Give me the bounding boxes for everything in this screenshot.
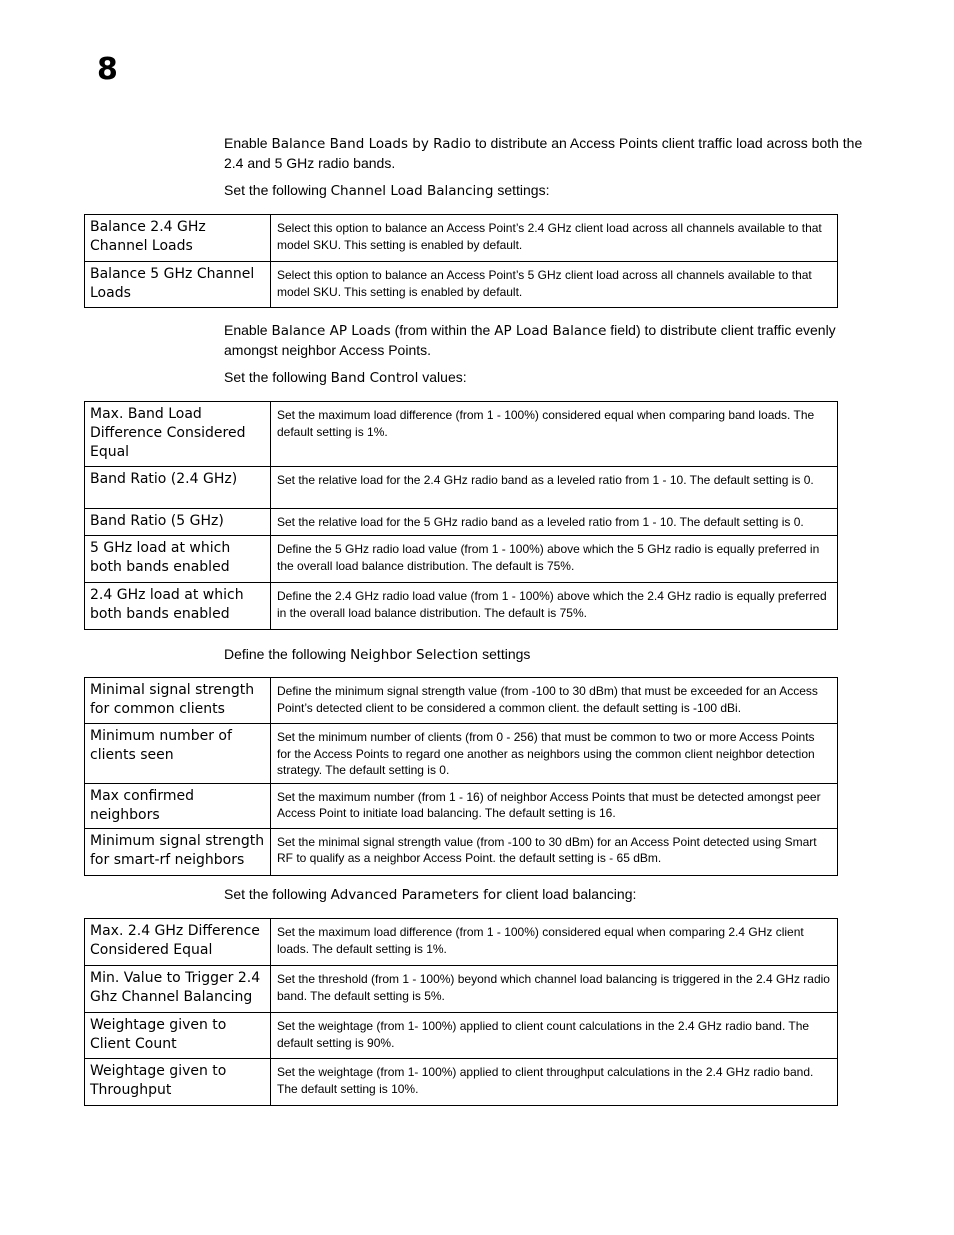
setting-description: Set the minimal signal strength value (from -100 to 30 dBm) for an Access Point detected using Smart RF to qualify as a neighbor Access Point. the default setting is - 65 dBm. <box>271 828 838 875</box>
ui-term: Balance AP Loads <box>271 323 391 339</box>
setting-label: 5 GHz load at which both bands enabled <box>85 536 271 583</box>
setting-description: Define the 2.4 GHz radio load value (from 1 - 100%) above which the 2.4 GHz radio is equally preferred in the overall load balance distribution. The default is 75%. <box>271 583 838 630</box>
text: Enable <box>224 135 272 151</box>
table-row <box>85 724 838 784</box>
table-row <box>85 402 838 467</box>
table-row <box>85 1013 838 1059</box>
setting-label: Weightage given to Throughput <box>85 1059 271 1106</box>
neighbor-selection-intro <box>224 645 872 665</box>
table-row <box>85 783 838 828</box>
band-control-intro <box>224 368 872 388</box>
text: settings: <box>493 182 550 198</box>
text: values: <box>418 369 467 385</box>
setting-description: Select this option to balance an Access Point’s 5 GHz client load across all channels available to that model SKU. This setting is enabled by default. <box>271 262 838 308</box>
setting-label: Minimum number of clients seen <box>85 724 271 784</box>
setting-description: Set the threshold (from 1 - 100%) beyond which channel load balancing is triggered in the 2.4 GHz radio band. The default setting is 5%. <box>271 966 838 1013</box>
setting-label: Band Ratio (2.4 GHz) <box>85 467 271 509</box>
table-row <box>85 828 838 875</box>
balance-band-loads-paragraph <box>224 134 872 173</box>
setting-description: Set the weightage (from 1- 100%) applied to client throughput calculations in the 2.4 GHz radio band. The default setting is 10%. <box>271 1059 838 1106</box>
table-row <box>85 509 838 536</box>
text: (from within the <box>390 322 495 338</box>
table-row <box>85 678 838 724</box>
setting-description: Set the maximum number (from 1 - 16) of neighbor Access Points that must be detected amongst peer Access Point to initiate load balancing. The default setting is 16. <box>271 783 838 828</box>
text: Define the following <box>224 646 351 662</box>
table-row <box>85 467 838 509</box>
table-row <box>85 583 838 630</box>
setting-description: Set the minimum number of clients (from 0 - 256) that must be common to two or more Access Points for the Access Points to regard one another as neighbors using the common client neighbor detection strategy. The default setting is 0. <box>271 724 838 784</box>
text: field) to distribute client traffic evenly amongst neighbor Access Points. <box>224 322 836 358</box>
setting-label: Weightage given to Client Count <box>85 1013 271 1059</box>
setting-label: 2.4 GHz load at which both bands enabled <box>85 583 271 630</box>
text: client load balancing: <box>501 886 637 902</box>
table-row <box>85 1059 838 1106</box>
text: to distribute an Access Points client traffic load across both the 2.4 and 5 GHz radio bands. <box>224 135 863 171</box>
band-control-table <box>84 401 838 630</box>
setting-label: Max. 2.4 GHz Difference Considered Equal <box>85 919 271 966</box>
setting-description: Set the maximum load difference (from 1 - 100%) considered equal when comparing 2.4 GHz client loads. The default setting is 1%. <box>271 919 838 966</box>
setting-label: Balance 5 GHz Channel Loads <box>85 262 271 308</box>
text: Set the following <box>224 182 331 198</box>
setting-label: Max. Band Load Difference Considered Equal <box>85 402 271 467</box>
text: Set the following <box>224 369 331 385</box>
balance-ap-loads-paragraph <box>224 321 872 360</box>
table-row <box>85 966 838 1013</box>
channel-load-balancing-table <box>84 214 838 308</box>
ui-term: Band Control <box>330 370 419 386</box>
setting-label: Minimal signal strength for common clients <box>85 678 271 724</box>
text: settings <box>478 646 531 662</box>
ui-term: Advanced Parameters for <box>330 887 502 903</box>
table-row <box>85 262 838 308</box>
setting-description: Set the relative load for the 5 GHz radio band as a leveled ratio from 1 - 10. The default setting is 0. <box>271 509 838 536</box>
table-row <box>85 919 838 966</box>
setting-description: Set the weightage (from 1- 100%) applied to client count calculations in the 2.4 GHz radio band. The default setting is 90%. <box>271 1013 838 1059</box>
setting-label: Band Ratio (5 GHz) <box>85 509 271 536</box>
setting-description: Define the 5 GHz radio load value (from 1 - 100%) above which the 5 GHz radio is equally preferred in the overall load balance distribution. The default is 75%. <box>271 536 838 583</box>
ui-term: Neighbor Selection <box>350 647 479 663</box>
text: Set the following <box>224 886 331 902</box>
ui-term: Channel Load Balancing <box>330 183 494 199</box>
neighbor-selection-table <box>84 677 838 876</box>
table-row <box>85 215 838 262</box>
setting-description: Set the relative load for the 2.4 GHz radio band as a leveled ratio from 1 - 10. The default setting is 0. <box>271 467 838 509</box>
setting-description: Select this option to balance an Access Point’s 2.4 GHz client load across all channels available to that model SKU. This setting is enabled by default. <box>271 215 838 262</box>
table-row <box>85 536 838 583</box>
advanced-parameters-intro <box>224 885 872 905</box>
advanced-parameters-table <box>84 918 838 1106</box>
ui-term: Balance Band Loads by Radio <box>271 136 472 152</box>
setting-label: Minimum signal strength for smart-rf neighbors <box>85 828 271 875</box>
setting-description: Set the maximum load difference (from 1 - 100%) considered equal when comparing band loads. The default setting is 1%. <box>271 402 838 467</box>
channel-load-balancing-intro <box>224 181 872 201</box>
setting-label: Max confirmed neighbors <box>85 783 271 828</box>
setting-label: Min. Value to Trigger 2.4 Ghz Channel Balancing <box>85 966 271 1013</box>
setting-label: Balance 2.4 GHz Channel Loads <box>85 215 271 262</box>
ui-term: AP Load Balance <box>494 323 607 339</box>
setting-description: Define the minimum signal strength value (from -100 to 30 dBm) that must be exceeded for an Access Point’s detected client to be considered a common client. the default setting is -100 dBi. <box>271 678 838 724</box>
chapter-number: 8 <box>97 52 118 87</box>
text: Enable <box>224 322 272 338</box>
